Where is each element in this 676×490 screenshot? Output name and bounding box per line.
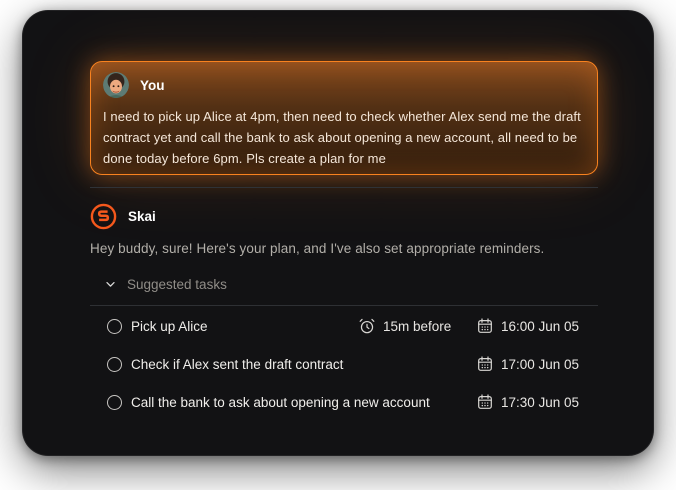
chat-content bbox=[90, 61, 598, 421]
chat-window bbox=[22, 10, 654, 456]
task-checkbox[interactable] bbox=[107, 357, 122, 372]
task-time-text: 16:00 Jun 05 bbox=[501, 318, 580, 334]
task-checkbox[interactable] bbox=[107, 319, 122, 334]
calendar-icon bbox=[476, 317, 494, 335]
calendar-icon bbox=[476, 393, 494, 411]
user-avatar bbox=[103, 72, 129, 98]
divider bbox=[90, 187, 598, 188]
assistant-sender-name: Skai bbox=[128, 209, 156, 224]
task-list bbox=[90, 307, 598, 421]
divider bbox=[90, 305, 598, 306]
task-row bbox=[90, 307, 598, 345]
task-label: Pick up Alice bbox=[131, 318, 208, 334]
assistant-header bbox=[90, 203, 598, 230]
task-time bbox=[476, 317, 579, 335]
task-time-text: 17:00 Jun 05 bbox=[501, 356, 580, 372]
suggested-tasks-toggle[interactable] bbox=[90, 277, 598, 292]
user-message-header bbox=[103, 72, 585, 98]
assistant-message-text: Hey buddy, sure! Here's your plan, and I've also set appropriate reminders. bbox=[90, 241, 545, 256]
task-reminder-text: 15m before bbox=[383, 318, 452, 334]
task-label: Check if Alex sent the draft contract bbox=[131, 356, 344, 372]
task-checkbox[interactable] bbox=[107, 395, 122, 410]
user-sender-name: You bbox=[140, 77, 165, 93]
task-time bbox=[476, 355, 579, 373]
calendar-icon bbox=[476, 355, 494, 373]
skai-logo-icon bbox=[90, 203, 117, 230]
user-message-card bbox=[90, 61, 598, 175]
task-reminder bbox=[358, 317, 451, 335]
task-label: Call the bank to ask about opening a new account bbox=[131, 394, 430, 410]
task-time bbox=[476, 393, 579, 411]
task-row bbox=[90, 345, 598, 383]
task-time-text: 17:30 Jun 05 bbox=[501, 394, 580, 410]
alarm-clock-icon bbox=[358, 317, 376, 335]
suggested-tasks-title: Suggested tasks bbox=[127, 277, 227, 292]
assistant-message bbox=[90, 203, 598, 421]
task-row bbox=[90, 383, 598, 421]
chevron-down-icon[interactable] bbox=[104, 278, 117, 291]
user-message-text: I need to pick up Alice at 4pm, then need to check whether Alex send me the draft contract yet and call the bank to ask about opening a new account, all need to be done today before 6pm. Pls create a plan for me bbox=[103, 109, 581, 166]
